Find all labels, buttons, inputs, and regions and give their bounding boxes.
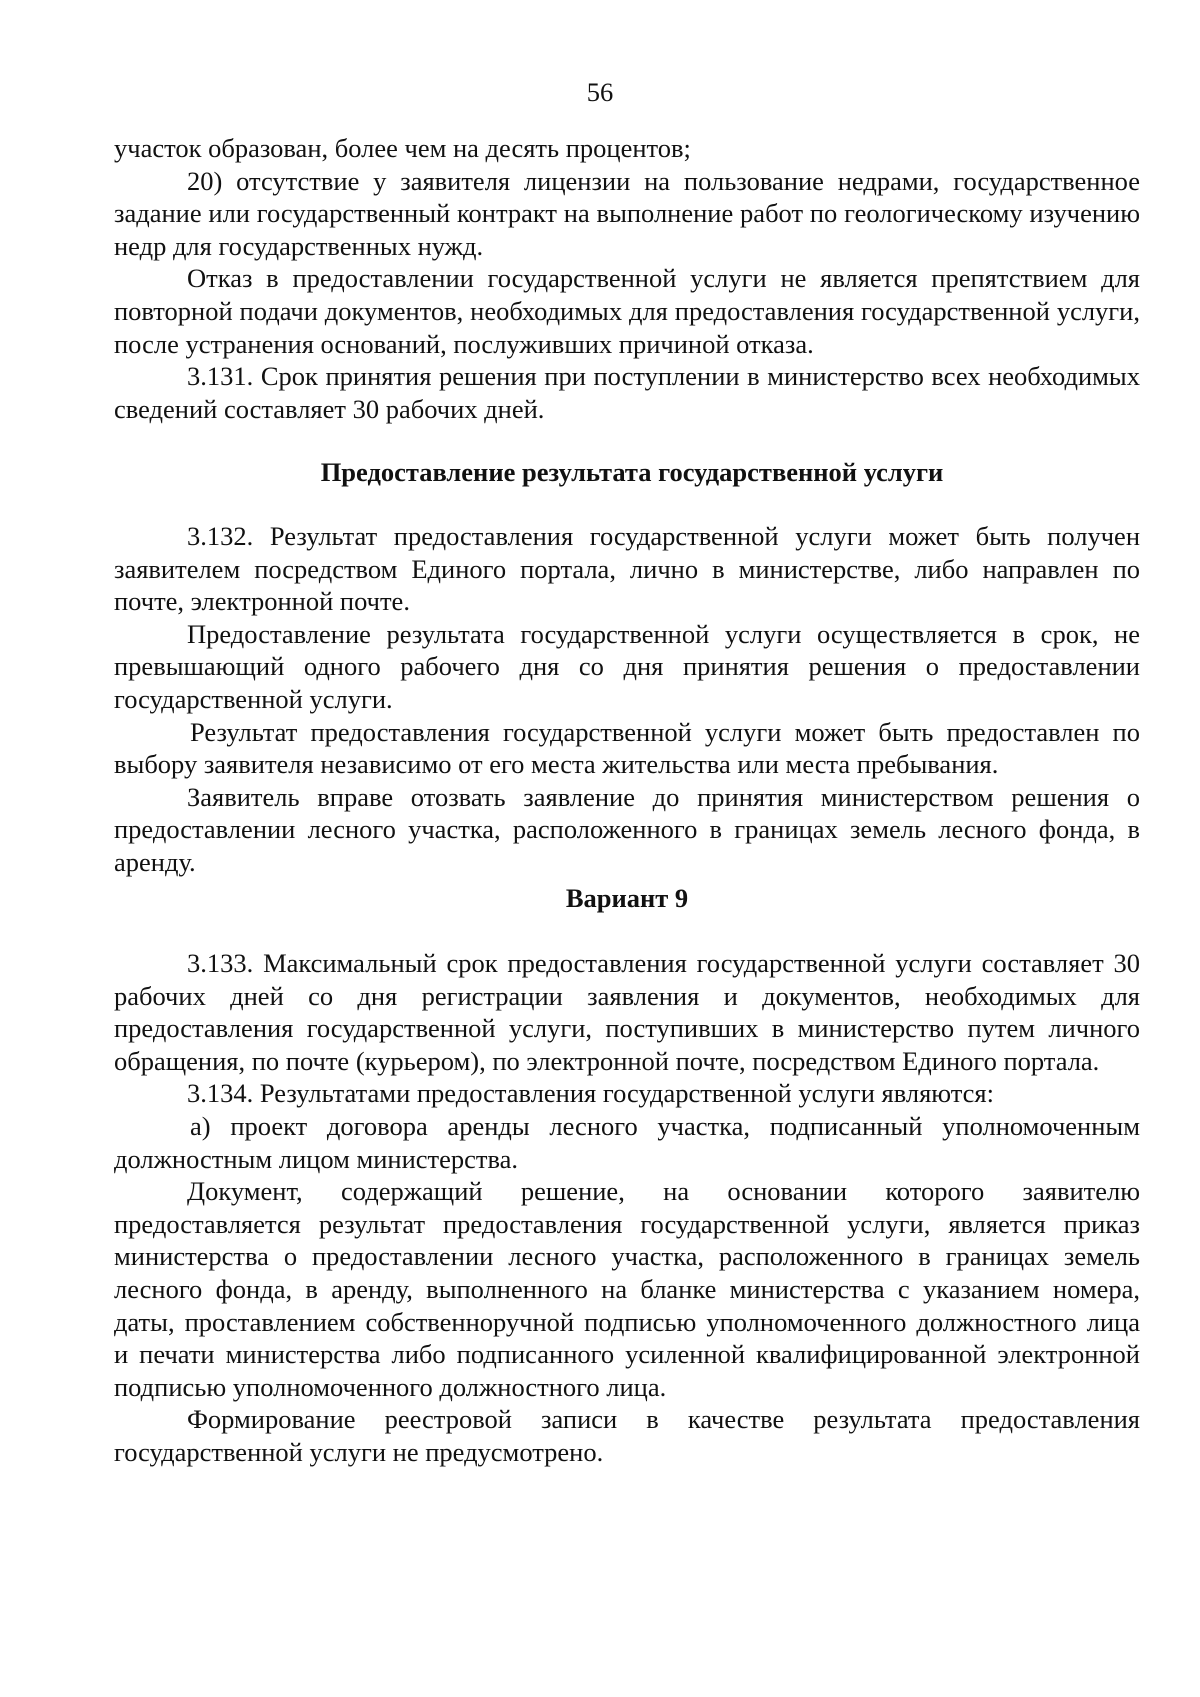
paragraph-3-134: 3.134. Результатами предоставления государственной услуги являются: <box>187 1078 994 1109</box>
paragraph-3-131: 3.131. Срок принятия решения при поступлении в министерство всех необходимых сведений составляет 30 рабочих дней. <box>114 361 1140 424</box>
paragraph-result-choice: Результат предоставления государственной услуги может быть предоставлен по выбору заявителя независимо от его места жительства или места пребывания. <box>114 716 1140 780</box>
paragraph-registry-record: Формирование реестровой записи в качестве результата предоставления государственной услуги не предусмотрено. <box>114 1404 1140 1467</box>
section-heading-result: Предоставление результата государственной услуги <box>320 457 944 488</box>
document-body <box>114 132 1140 1469</box>
page-number: 56 <box>586 77 614 107</box>
paragraph-3-133: 3.133. Максимальный срок предоставления государственной услуги составляет 30 рабочих дней со дня регистрации заявления и документов, необходимых для предоставления государственной услуги, поступивших в министерство путем личного обращения, по почте (курьером), по электронной почте, посредством Единого портала. <box>114 948 1140 1076</box>
paragraph-item-a: а) проект договора аренды лесного участка, подписанный уполномоченным должностным лицом министерства. <box>114 1111 1140 1174</box>
paragraph-continuation: участок образован, более чем на десять процентов; <box>114 133 691 163</box>
paragraph-decision-document: Документ, содержащий решение, на основании которого заявителю предоставляется результат предоставления государственной услуги, является приказ министерства о предоставлении лесного участка, расположенного в границах земель лесного фонда, в аренду, выполненного на бланке министерства с указанием номера, даты, проставлением собственноручной подписью уполномоченного должностного лица и печати министерства либо подписанного усиленной квалифицированной электронной подписью уполномоченного должностного лица. <box>114 1176 1140 1402</box>
paragraph-withdraw: Заявитель вправе отозвать заявление до принятия министерством решения о предоставлении лесного участка, расположенного в границах земель лесного фонда, в аренду. <box>114 781 1140 877</box>
paragraph-item-20: 20) отсутствие у заявителя лицензии на пользование недрами, государственное задание или государственный контракт на выполнение работ по геологическому изучению недр для государственных нужд. <box>114 165 1140 261</box>
paragraph-3-132: 3.132. Результат предоставления государственной услуги может быть получен заявителем посредством Единого портала, лично в министерстве, либо направлен по почте, электронной почте. <box>114 520 1140 617</box>
section-heading-variant: Вариант 9 <box>565 883 689 914</box>
paragraph-refusal-note: Отказ в предоставлении государственной услуги не является препятствием для повторной подачи документов, необходимых для предоставления государственной услуги, после устранения оснований, послуживших причиной отказа. <box>114 263 1140 359</box>
paragraph-result-term: Предоставление результата государственной услуги осуществляется в срок, не превышающий одного рабочего дня со дня принятия решения о предоставлении государственной услуги. <box>114 618 1140 714</box>
